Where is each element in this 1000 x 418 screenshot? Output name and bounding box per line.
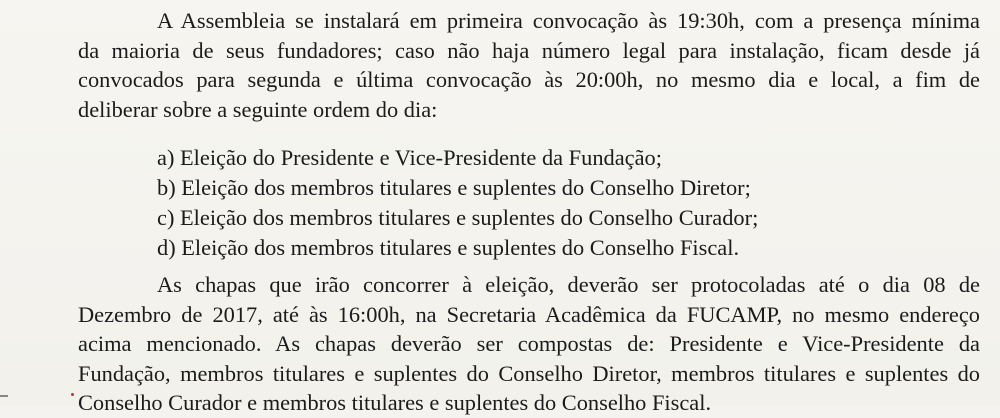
paragraph-line: Fundação, membros titulares e suplentes do Conselho Diretor, membros titulares e suplentes do [78, 360, 980, 386]
agenda-item-d: d) Eleição dos membros titulares e suplentes do Conselho Fiscal. [157, 235, 740, 260]
paragraph-line: deliberar sobre a seguinte ordem do dia: [78, 96, 438, 122]
slates-paragraph [78, 270, 980, 418]
agenda-item-b: b) Eleição dos membros titulares e suplentes do Conselho Diretor; [157, 175, 751, 200]
convocation-paragraph [78, 6, 980, 124]
paragraph-line: Conselho Curador e membros titulares e suplentes do Conselho Fiscal. [78, 390, 712, 415]
paragraph-line: da maioria de seus fundadores; caso não haja número legal para instalação, ficam desde já [78, 37, 980, 63]
margin-mark [0, 395, 8, 397]
paragraph-line: convocados para segunda e última convocação às 20:00h, no mesmo dia e local, a fim de [78, 67, 980, 92]
paragraph-line: A Assembleia se instalará em primeira convocação às 19:30h, com a presença mínima [157, 8, 980, 33]
agenda-item-a: a) Eleição do Presidente e Vice-Presidente da Fundação; [157, 145, 662, 170]
ink-speck [71, 393, 74, 396]
paragraph-line: acima mencionado. As chapas deverão ser compostas de: Presidente e Vice-Presidente da [78, 331, 980, 356]
paragraph-line: As chapas que irão concorrer à eleição, deverão ser protocoladas até o dia 08 de [157, 272, 980, 297]
agenda-item-c: c) Eleição dos membros titulares e suplentes do Conselho Curador; [157, 205, 759, 230]
agenda-list [157, 143, 758, 263]
paragraph-line: Dezembro de 2017, até às 16:00h, na Secretaria Acadêmica da FUCAMP, no mesmo endereço [78, 301, 980, 327]
